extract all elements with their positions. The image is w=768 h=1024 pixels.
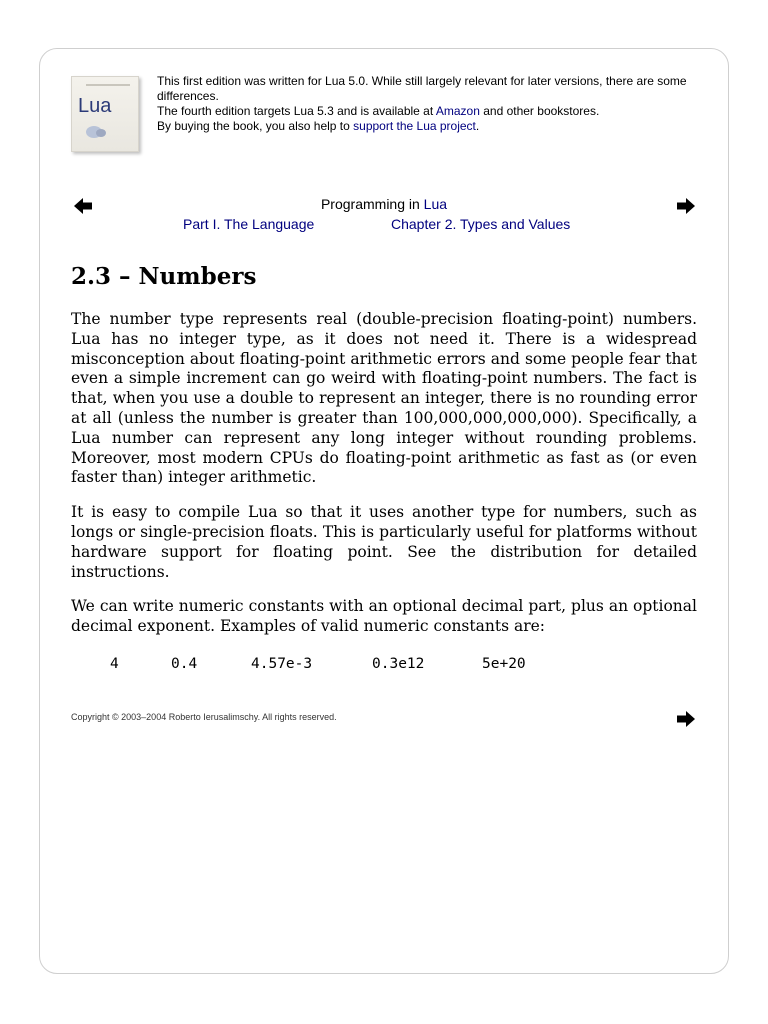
paragraph: The number type represents real (double-precision floating-point) numbers. Lua has no integer type, as it does not need it. There is a widespread misconception about floating-point arithmetic errors and some people fear that even a simple increment can go weird with floating-point numbers. The fact is that, when you use a double to represent an integer, there is no rounding error at all (unless the number is greater than 100,000,000,000,000). Specifically, a Lua number can represent any long integer without rounding problems. Moreover, most modern CPUs do floating-point arithmetic as fast as (or even faster than) integer arithmetic. (71, 310, 697, 487)
notice-text-segment: By buying the book, you also help to (157, 119, 354, 133)
code-example: 0.4 (171, 656, 198, 672)
book-title-line (71, 194, 697, 214)
book-cover-image[interactable] (71, 76, 139, 152)
code-example: 4.57e-3 (251, 656, 313, 672)
copyright-notice: Copyright © 2003–2004 Roberto Ierusalimschy. All rights reserved. (71, 712, 337, 722)
code-example: 5e+20 (482, 656, 526, 672)
notice-text-segment: and other bookstores. (479, 104, 600, 118)
notice-text (157, 74, 717, 134)
paragraph: It is easy to compile Lua so that it uses another type for numbers, such as longs or single-precision floats. This is particularly useful for platforms without hardware support for floating point. See the distribution for detailed instructions. (71, 503, 697, 581)
cover-decoration (86, 84, 130, 86)
notice-line-3 (157, 119, 717, 134)
footer-next-page-button[interactable] (676, 709, 696, 729)
chapter-navigation (71, 194, 697, 238)
notice-line-1: This first edition was written for Lua 5.0. While still largely relevant for later versions, there are some differences. (157, 74, 687, 103)
notice-text-segment: . (475, 119, 480, 133)
part-link[interactable]: Part I. The Language (183, 216, 315, 232)
lua-home-link[interactable]: Lua (423, 196, 448, 212)
edition-notice (71, 74, 711, 154)
book-title-prefix: Programming in (320, 196, 424, 212)
notice-text-segment: The fourth edition targets Lua 5.3 and is available at (157, 104, 436, 118)
chapter-link[interactable]: Chapter 2. Types and Values (391, 216, 571, 232)
notice-line-2 (157, 104, 717, 119)
paragraph: We can write numeric constants with an optional decimal part, plus an optional decimal exponent. Examples of valid numeric constants are: (71, 597, 697, 636)
section-body (71, 310, 697, 652)
code-example: 0.3e12 (372, 656, 425, 672)
support-lua-link[interactable]: support the Lua project (353, 119, 476, 133)
next-page-button[interactable] (676, 196, 696, 216)
section-title: 2.3 – Numbers (71, 263, 257, 290)
cover-moon-graphic (96, 129, 106, 137)
amazon-link[interactable]: Amazon (435, 104, 480, 118)
cover-title: Lua (78, 95, 112, 117)
arrow-right-icon (676, 709, 696, 729)
code-example: 4 (110, 656, 119, 672)
numeric-examples (110, 654, 670, 674)
arrow-right-icon (676, 196, 696, 216)
